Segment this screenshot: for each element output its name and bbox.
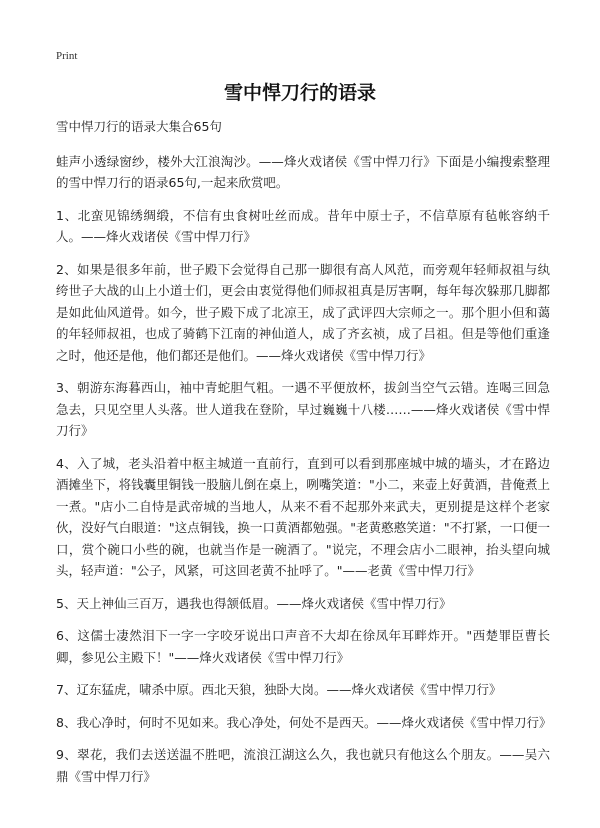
quote-1: 1、北蛮见锦绣绸缎，不信有虫食树吐丝而成。昔年中原士子，不信草原有毡帐容纳千人。——烽火戏诸侯《雪中悍刀行》	[56, 207, 550, 244]
quote-5: 5、天上神仙三百万，遇我也得颔低眉。——烽火戏诸侯《雪中悍刀行》	[56, 595, 452, 611]
article-intro: 蛙声小透绿窗纱，楼外大江浪淘沙。——烽火戏诸侯《雪中悍刀行》下面是小编搜索整理的雪中悍刀行的语录65句,一起来欣赏吧。	[56, 153, 550, 190]
quote-8: 8、我心净时，何时不见如来。我心净处，何处不是西天。——烽火戏诸侯《雪中悍刀行》	[56, 714, 552, 730]
quote-6: 6、这儒士凄然泪下一字一字咬牙说出口声音不大却在徐凤年耳畔炸开。"西楚罪臣曹长卿，参见公主殿下！"——烽火戏诸侯《雪中悍刀行》	[56, 628, 550, 665]
article-body	[56, 116, 550, 798]
quote-3: 3、朝游东海暮西山，袖中青蛇胆气粗。一遇不平便放杯，拔剑当空气云错。连喝三回急急去，只见空里人头落。世人道我在登阶，早过巍巍十八楼……——烽火戏诸侯《雪中悍刀行》	[56, 380, 550, 438]
document-title: 雪中悍刀行的语录	[223, 82, 376, 104]
quote-7: 7、辽东猛虎，啸杀中原。西北天狼，独卧大岗。——烽火戏诸侯《雪中悍刀行》	[56, 682, 502, 697]
quote-2: 2、如果是很多年前，世子殿下会觉得自己那一脚很有高人风范，而旁观年轻师叔祖与纨绔世子大战的山上小道士们，更会由衷觉得他们师叔祖真是厉害啊，每年每次躲那几脚都是如此仙风道骨。如今，世子殿下成了北凉王，成了武评四大宗师之一。那个胆小但和蔼的年轻师叔祖，也成了骑鹤下江南的神仙道人，成了齐玄祯，成了吕祖。但是等他们重逢之时，他还是他，他们都还是他们。——烽火戏诸侯《雪中悍刀行》	[56, 261, 550, 363]
article-subtitle: 雪中悍刀行的语录大集合65句	[56, 119, 222, 134]
quote-9: 9、翠花，我们去送送温不胜吧，流浪江湖这么久，我也就只有他这么个朋友。——吴六鼎《雪中悍刀行》	[56, 747, 550, 784]
quote-4: 4、入了城，老头沿着中枢主城道一直前行，直到可以看到那座城中城的墙头，才在路边酒摊坐下，将钱囊里铜钱一股脑儿倒在桌上，咧嘴笑道："小二，来壶上好黄酒，昔俺煮上一煮。"店小二自恃是武帝城的当地人，从来不看不起那外来武夫，更别提是这样个老家伙，没好气白眼道："这点铜钱，换一口黄酒都勉强。"老黄憨憨笑道："不打紧，一口便一口，赏个碗口小些的碗，也就当作是一碗酒了。"说完，不理会店小二眼神，抬头望向城头，轻声道："公子，风紧，可这回老黄不扯呼了。"——老黄《雪中悍刀行》	[56, 455, 550, 578]
print-link[interactable]: Print	[56, 50, 78, 62]
